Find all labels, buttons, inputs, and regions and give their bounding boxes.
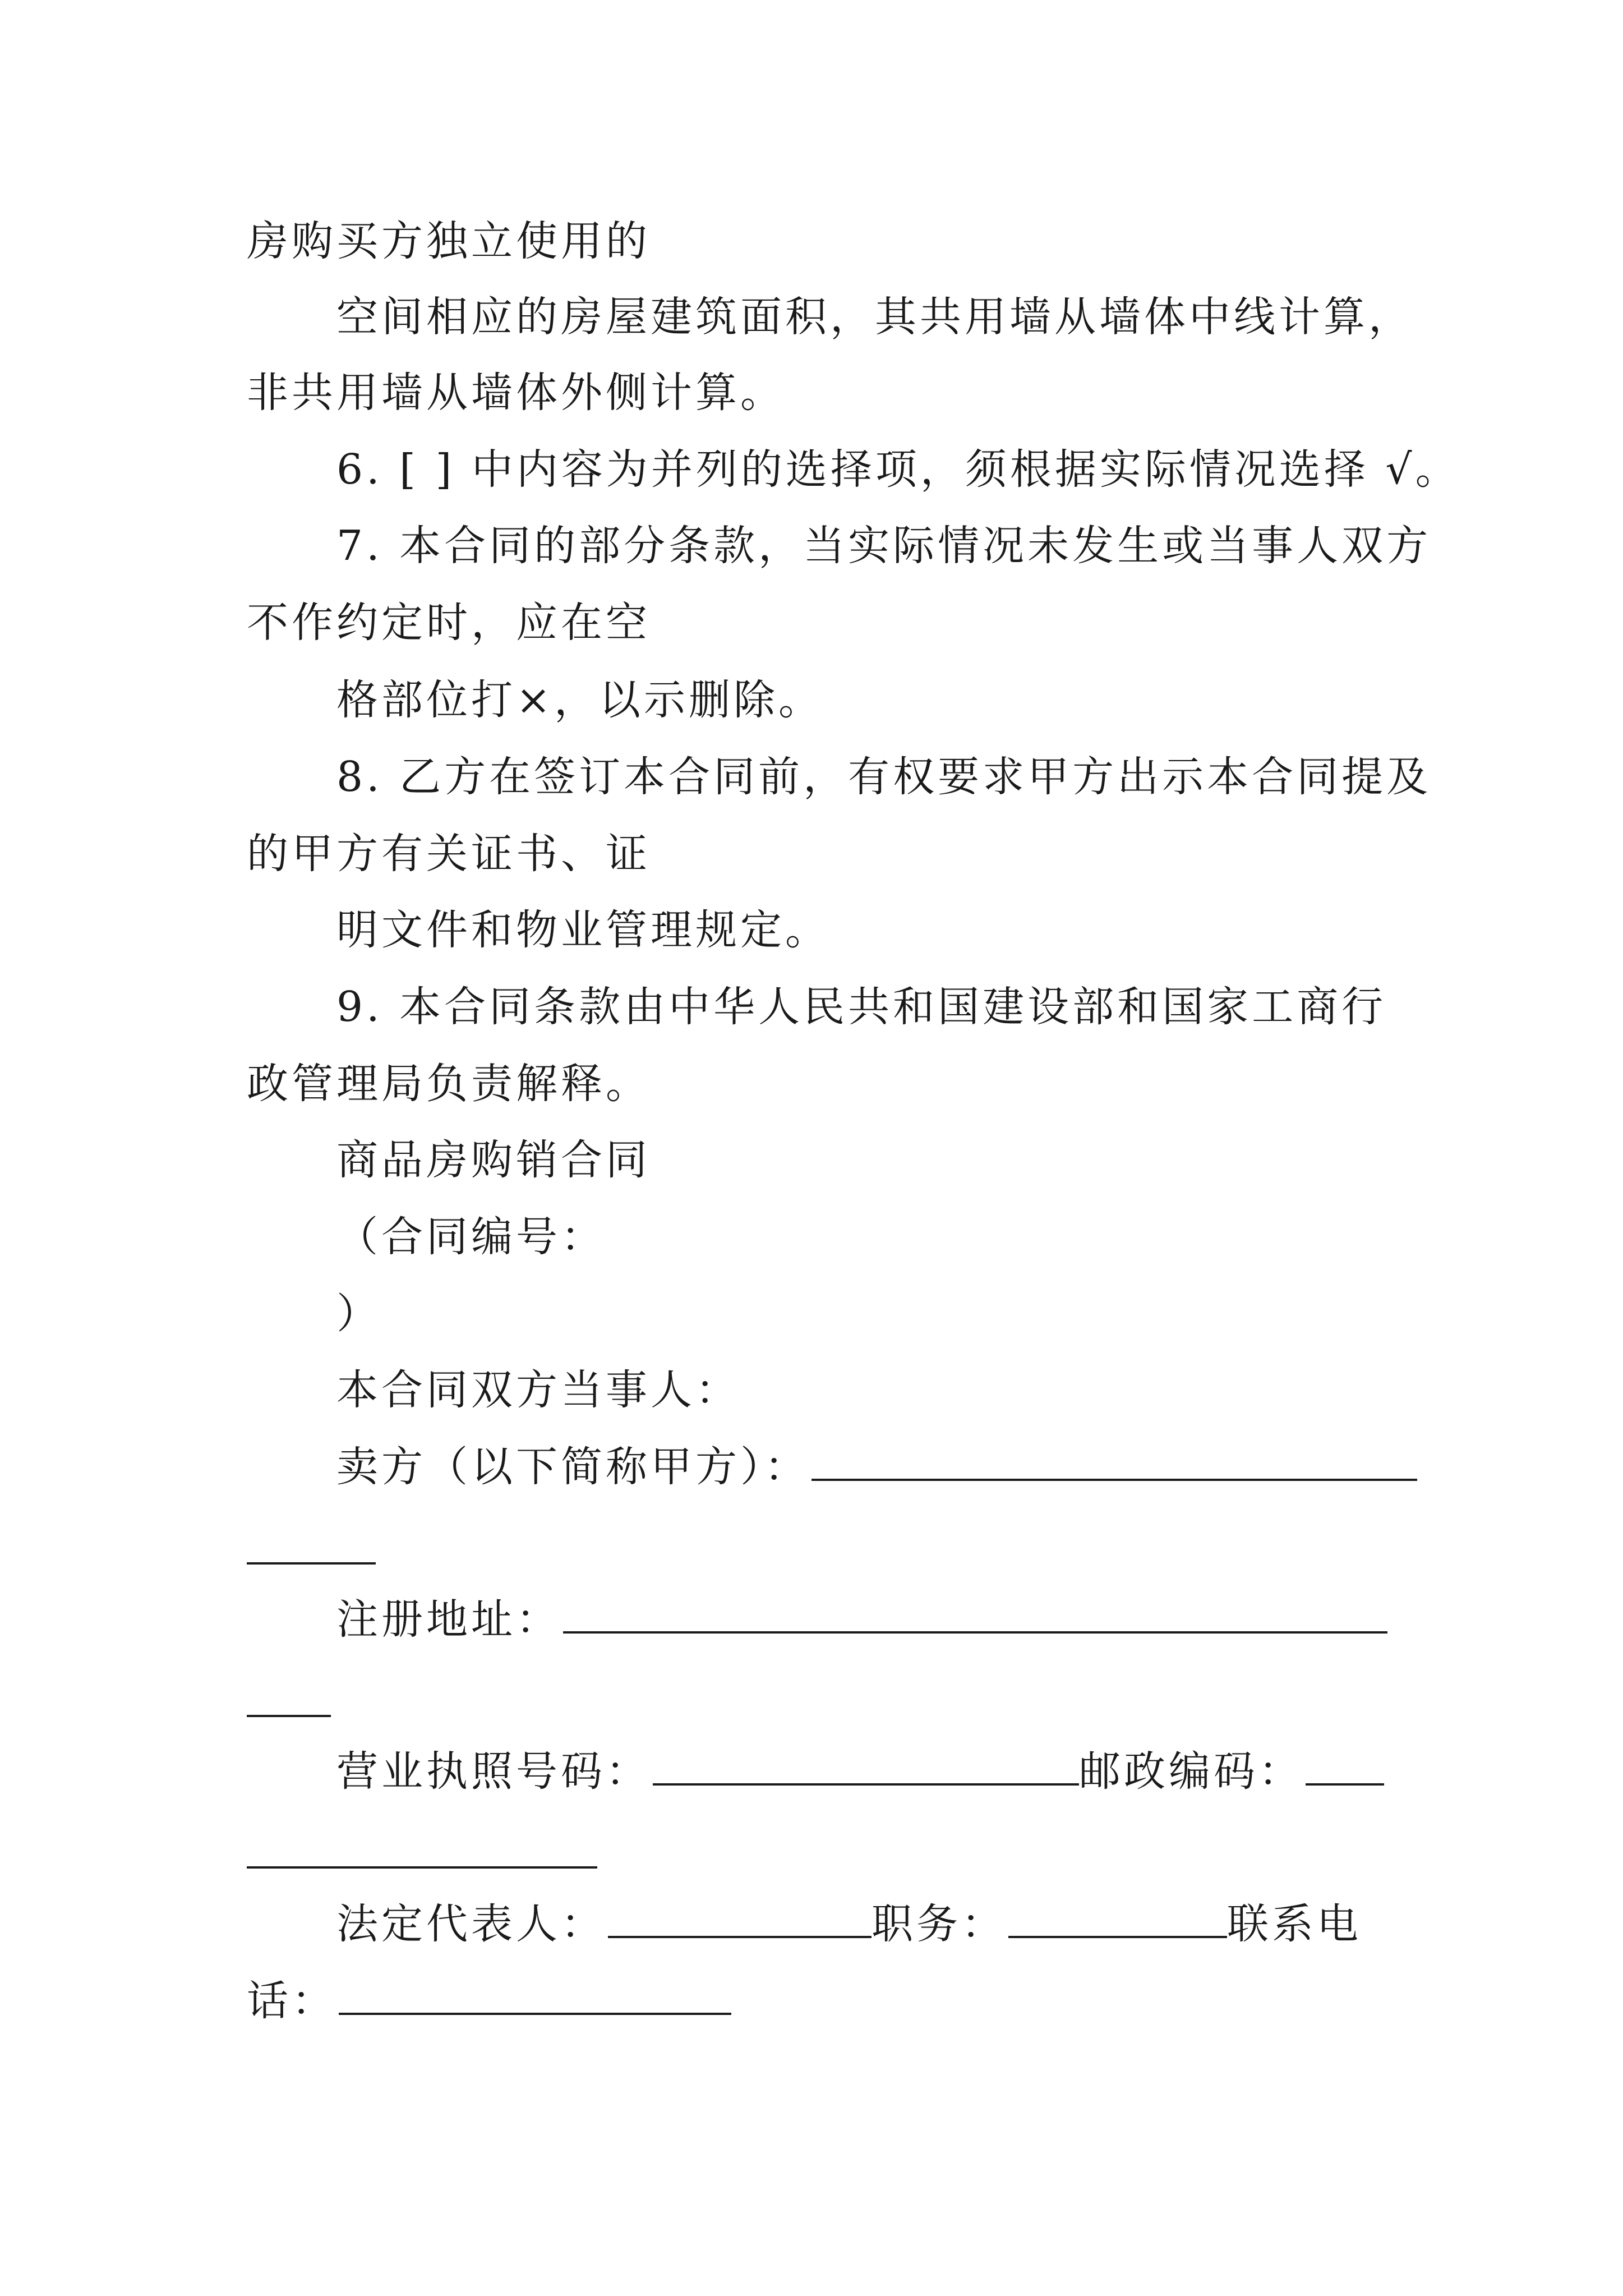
postcode-blank-continuation[interactable] xyxy=(247,1866,597,1869)
seller-row xyxy=(336,1442,1417,1492)
text-line-3: 非共用墙从墙体外侧计算。 xyxy=(247,369,785,417)
address-row xyxy=(336,1594,1387,1645)
license-label: 营业执照号码： xyxy=(336,1747,651,1796)
phone-blank[interactable] xyxy=(339,1978,731,2015)
phone-label-part1: 联系电 xyxy=(1227,1900,1362,1948)
contract-number-label: （合同编号： xyxy=(336,1213,606,1261)
text-line-8: 8. 乙方在签订本合同前，有权要求甲方出示本合同提及 xyxy=(336,753,1432,801)
phone-label-part2: 话： xyxy=(247,1977,336,2025)
text-line-9: 的甲方有关证书、证 xyxy=(247,830,651,878)
text-line-5: 7. 本合同的部分条款，当实际情况未发生或当事人双方 xyxy=(336,522,1432,570)
text-line-1: 房购买方独立使用的 xyxy=(247,217,651,265)
legal-rep-blank[interactable] xyxy=(608,1901,872,1938)
address-label: 注册地址： xyxy=(336,1595,561,1644)
address-blank-continuation[interactable] xyxy=(247,1715,331,1717)
postcode-blank[interactable] xyxy=(1306,1749,1384,1786)
position-blank[interactable] xyxy=(1008,1901,1227,1938)
parties-heading: 本合同双方当事人： xyxy=(336,1366,740,1414)
seller-blank-continuation[interactable] xyxy=(247,1562,376,1565)
text-line-10: 明文件和物业管理规定。 xyxy=(336,906,830,954)
text-line-11: 9. 本合同条款由中华人民共和国建设部和国家工商行 xyxy=(336,983,1387,1031)
text-line-4: 6. [ ] 中内容为并列的选择项，须根据实际情况选择 √。 xyxy=(336,445,1460,494)
text-line-12: 政管理局负责解释。 xyxy=(247,1060,651,1108)
seller-label: 卖方（以下简称甲方）： xyxy=(336,1443,809,1491)
phone-row xyxy=(247,1976,731,2026)
text-line-7: 格部位打×，以示删除。 xyxy=(336,676,824,724)
license-row xyxy=(336,1746,1384,1797)
text-line-6: 不作约定时，应在空 xyxy=(247,599,651,647)
contract-number-close: ） xyxy=(336,1290,381,1338)
legal-rep-row xyxy=(336,1899,1362,1949)
text-line-2: 空间相应的房屋建筑面积，其共用墙从墙体中线计算， xyxy=(336,293,1413,341)
address-blank[interactable] xyxy=(563,1596,1387,1634)
postcode-label: 邮政编码： xyxy=(1079,1747,1303,1796)
license-blank[interactable] xyxy=(653,1749,1079,1786)
position-label: 职务： xyxy=(872,1900,1006,1948)
contract-title: 商品房购销合同 xyxy=(336,1136,651,1184)
legal-rep-label: 法定代表人： xyxy=(336,1900,606,1948)
seller-blank[interactable] xyxy=(811,1444,1417,1481)
